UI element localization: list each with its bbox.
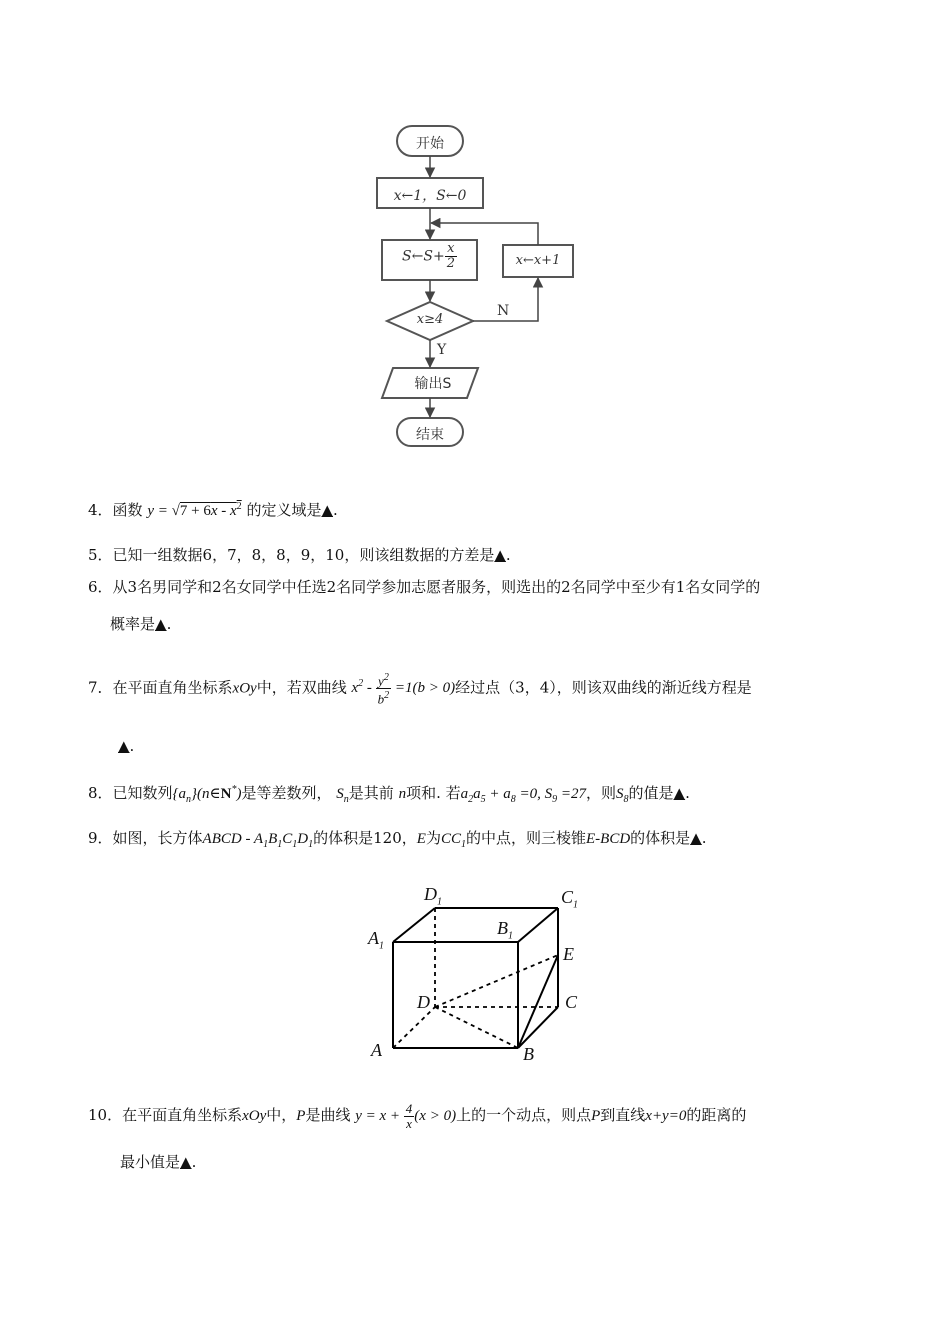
question-9 [88,828,707,855]
edge-C-B [518,1007,558,1048]
q4-end: . [333,501,338,519]
q10-end: . [191,1153,197,1171]
question-5 [88,545,511,565]
q8-mid2: 是其前 [348,784,394,802]
flow-output-text: 输出S [414,376,452,392]
q8-mid3: 项和. 若 [406,784,461,802]
flow-start-text: 开始 [416,136,444,152]
q9-mid2: 为 [425,829,441,847]
q4-blank: ▲ [321,501,334,519]
question-10-line2 [120,1152,196,1172]
q10-line: x+y=0 [645,1107,687,1124]
flow-update-text [382,242,477,271]
edge-A1-D1 [393,908,435,942]
q8-s8: $S_8$ [616,786,629,805]
q8-mid1: 是等差数列， [241,784,332,802]
q8-blank: ▲ [673,784,686,802]
q4-formula: $y = √7 + 6x - x^2$ [147,501,242,519]
q8-seq: $\{a_n\}(n\in N^*)$ [172,784,242,805]
q9-pre: 9．如图，长方体 [88,829,203,847]
q4-post: 的定义域是 [246,501,322,519]
q7-post: 经过点（3，4），则该双曲线的渐近线方程是 [455,678,752,697]
flow-frac-den: 2 [446,256,455,271]
q7-axis: xOy [232,680,257,697]
question-6-line1 [88,577,760,597]
q8-mid4: ，则 [586,784,617,802]
q4-num: 4． [88,501,113,519]
q7-formula: $x^2$ - $\frac{y^2}{b^2}$ =1(b > 0) [351,672,456,707]
q6-blank: ▲ [155,615,167,633]
label-D1: $D_1$ [424,884,442,908]
label-A1: $A_1$ [368,928,384,952]
question-8 [88,780,690,810]
q10-formula: y = x + $\frac{4}{x}$ (x > 0) [355,1101,457,1131]
q5-text: 5．已知一组数据6，7，8，8，9，10，则该组数据的方差是 [88,546,495,564]
flow-update-label: S←S+ [402,248,445,265]
question-7-line2 [118,736,134,756]
q6-line2: 概率是 [110,615,156,633]
q4-pre: 函数 [112,501,143,519]
q9-end: . [701,829,707,847]
label-C: C [565,992,578,1012]
q9-cuboid: ABCD - $A_1B_1C_1D_1$ [202,831,314,850]
flow-update-frac [445,242,457,271]
edge-A-D [393,1007,435,1048]
flow-branch-no: N [497,303,510,319]
q10-mid3: 上的一个动点，则点 [456,1105,592,1124]
q8-cond: $a_2a_5 + a_8 =0$, $S_9 =27$ [460,786,587,805]
q10-mid1: 中， [266,1105,297,1124]
question-10 [88,1102,746,1131]
q9-mid1: 的体积是120， [313,829,417,847]
q7-mid: 中，若双曲线 [256,678,347,697]
question-6-line2 [110,614,171,634]
q10-p2: P [591,1107,601,1124]
q9-blank: ▲ [690,829,702,847]
flowchart [360,120,590,455]
q9-mid3: 的中点，则三棱锥 [465,829,586,847]
q7-blank: ▲ [118,737,130,755]
q6-line1: 6．从3名男同学和2名女同学中任选2名同学参加志愿者服务，则选出的2名同学中至少有1名女同学的 [88,578,761,596]
q6-end: . [166,615,172,633]
flow-init-text: x←1，S←0 [393,188,467,204]
q9-e: E [416,831,426,847]
flow-end-text: 结束 [416,427,444,443]
q10-p: P [296,1107,306,1124]
q10-blank: ▲ [180,1153,192,1171]
q9-post: 的体积是 [630,829,691,847]
flow-increment-text: x←x+1 [515,253,561,268]
flow-branch-yes: Y [437,342,447,358]
q10-axis: xOy [242,1107,267,1124]
label-B: B [523,1044,534,1064]
label-B1: $B_1$ [497,918,513,942]
question-4 [88,497,338,521]
q8-pre: 8．已知数列 [88,784,173,802]
q8-n: n [398,786,407,802]
q10-mid2: 是曲线 [305,1105,351,1124]
edge-B1-C1 [518,908,558,942]
q10-pre: 10．在平面直角坐标系 [88,1105,243,1124]
flow-frac-num: x [445,242,457,257]
q10-mid4: 到直线 [600,1105,646,1124]
label-C1: $C_1$ [561,887,579,911]
q5-end: . [505,546,511,564]
edge-D-B [435,1007,518,1048]
flow-condition-text: x≥4 [416,312,444,327]
question-7 [88,671,752,707]
q10-line2: 最小值是 [120,1153,181,1171]
label-E: E [563,944,574,964]
q8-sn: $S_n$ [336,786,349,805]
q10-post: 的距离的 [686,1105,747,1124]
q5-blank: ▲ [494,546,506,564]
q9-pyramid: E-BCD [586,831,631,847]
label-D: D [417,992,430,1012]
q8-post: 的值是 [628,784,674,802]
label-A: A [371,1040,382,1060]
q8-end: . [685,784,690,802]
q9-cc1: $CC_1$ [440,831,466,850]
q7-end: . [129,737,135,755]
q7-pre: 7．在平面直角坐标系 [88,678,233,697]
